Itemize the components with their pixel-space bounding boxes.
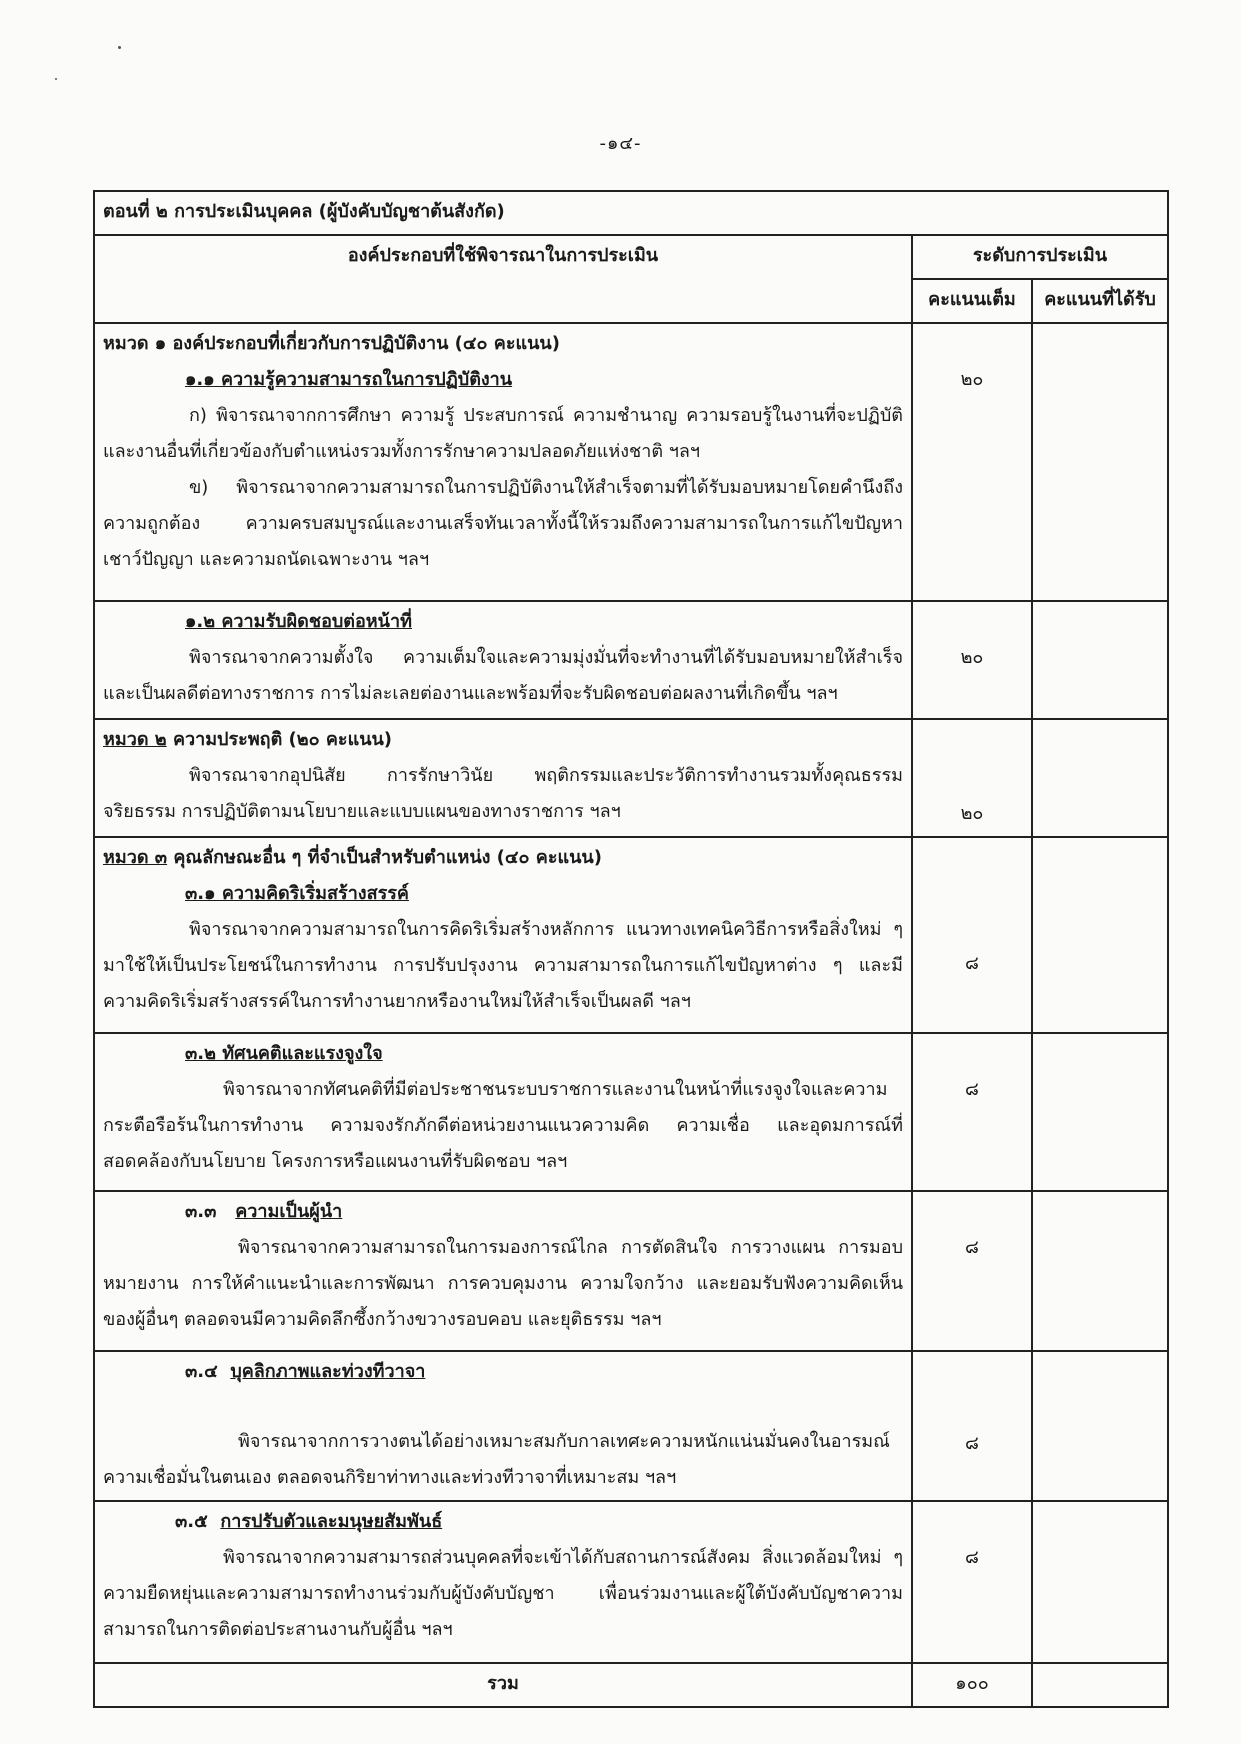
section-description: พิจารณาจากความสามารถในการคิดริเริ่มสร้างหลักการ แนวทางเทคนิควิธีการหรือสิ่งใหม่ ๆ มาใช้ให้เป็นประโยชน์ในการทำงาน การปรับปรุงงาน ความสามารถในการแก้ไขปัญหาต่าง ๆ และมีความคิดริเริ่มสร้างสรรค์ในการทำงานยากหรืองานใหม่ให้สำเร็จเป็นผลดี ฯลฯ — [103, 919, 903, 1012]
received-score-cell — [1032, 323, 1168, 601]
section-title: ๑.๑ ความรู้ความสามารถในการปฏิบัติงาน — [185, 369, 513, 390]
scan-speck — [118, 46, 121, 49]
section-name: บุคลิกภาพและท่วงทีวาจา — [230, 1361, 426, 1382]
full-score-value: ๘ — [965, 1237, 979, 1258]
full-score-value: ๒๐ — [960, 369, 984, 390]
section-name: การปรับตัวและมนุษยสัมพันธ์ — [220, 1511, 443, 1532]
received-score-cell — [1032, 837, 1168, 1033]
section-title — [103, 1354, 903, 1390]
criteria-cell — [94, 1191, 912, 1351]
section-description: พิจารณาจากทัศนคติที่มีต่อประชาชนระบบราชการและงานในหน้าที่แรงจูงใจและความกระตือรือร้นในการทำงาน ความจงรักภักดีต่อหน่วยงานแนวความคิด ความเชื่อ และอุดมการณ์ที่สอดคล้องกับนโยบาย โครงการหรือแผนงานที่รับผิดชอบ ฯลฯ — [103, 1079, 903, 1172]
blank-line — [103, 1390, 903, 1424]
received-score-cell — [1032, 1501, 1168, 1663]
section-description: พิจารณาจากความสามารถในการมองการณ์ไกล การตัดสินใจ การวางแผน การมอบหมายงาน การให้คำแนะนำและการพัฒนา การควบคุมงาน ความใจกว้าง และยอมรับฟังความคิดเห็นของผู้อื่นๆ ตลอดจนมีความคิดลึกซึ้งกว้างขวางรอบคอบ และยุติธรรม ฯลฯ — [103, 1237, 903, 1330]
section-description: พิจารณาจากอุปนิสัย การรักษาวินัย พฤติกรรมและประวัติการทำงานรวมทั้งคุณธรรมจริยธรรม การปฏิบัติตามนโยบายและแบบแผนของทางราชการ ฯลฯ — [103, 765, 903, 822]
criteria-cell — [94, 1351, 912, 1501]
total-received-cell — [1032, 1663, 1168, 1707]
received-score-cell — [1032, 601, 1168, 719]
section-title — [103, 1194, 903, 1230]
criteria-cell — [94, 719, 912, 837]
evaluation-table — [93, 190, 1169, 1708]
category-title: ความประพฤติ (๒๐ คะแนน) — [166, 729, 393, 750]
part-title: ตอนที่ ๒ การประเมินบุคคล (ผู้บังคับบัญชาต้นสังกัด) — [94, 191, 1168, 235]
page-number: -๑๔- — [599, 133, 642, 154]
total-label: รวม — [94, 1663, 912, 1707]
section-description: พิจารณาจากความสามารถส่วนบุคคลที่จะเข้าได้กับสถานการณ์สังคม สิ่งแวดล้อมใหม่ ๆ ความยืดหยุ่นและความสามารถทำงานร่วมกับผู้บังคับบัญชา เพื่อนร่วมงานและผู้ใต้บังคับบัญชาความสามารถในการติดต่อประสานงานกับผู้อื่น ฯลฯ — [103, 1547, 903, 1640]
table-row — [94, 601, 1168, 719]
level-header: ระดับการประเมิน — [912, 235, 1168, 279]
category-heading: หมวด ๑ องค์ประกอบที่เกี่ยวกับการปฏิบัติงาน (๔๐ คะแนน) — [103, 333, 560, 354]
received-score-cell — [1032, 1033, 1168, 1191]
category-title: คุณลักษณะอื่น ๆ ที่จำเป็นสำหรับตำแหน่ง (๔๐ คะแนน) — [167, 847, 602, 868]
section-description: พิจารณาจากการวางตนได้อย่างเหมาะสมกับกาลเทศะความหนักแน่นมั่นคงในอารมณ์ ความเชื่อมั่นในตนเอง ตลอดจนกิริยาท่าทางและท่วงทีวาจาที่เหมาะสม ฯลฯ — [103, 1431, 890, 1488]
received-score-cell — [1032, 1191, 1168, 1351]
total-score: ๑๐๐ — [912, 1663, 1032, 1707]
table-row — [94, 1033, 1168, 1191]
category-prefix: หมวด ๒ — [103, 729, 167, 750]
header-row — [94, 235, 1168, 279]
part-title-row — [94, 191, 1168, 235]
category-prefix: หมวด ๓ — [103, 847, 168, 868]
full-score-cell — [912, 323, 1032, 601]
full-score-cell — [912, 1033, 1032, 1191]
full-score-cell — [912, 837, 1032, 1033]
received-score-cell — [1032, 719, 1168, 837]
table-row — [94, 323, 1168, 601]
category-heading — [103, 840, 903, 876]
table-row — [94, 837, 1168, 1033]
section-description: พิจารณาจากความตั้งใจ ความเต็มใจและความมุ่งมั่นที่จะทำงานที่ได้รับมอบหมายให้สำเร็จและเป็นผลดีต่อทางราชการ การไม่ละเลยต่องานและพร้อมที่จะรับผิดชอบต่อผลงานที่เกิดขึ้น ฯลฯ — [103, 647, 903, 704]
section-title — [103, 1504, 903, 1540]
full-score-cell — [912, 601, 1032, 719]
full-score-value: ๒๐ — [960, 803, 984, 824]
criteria-cell — [94, 323, 912, 601]
section-number: ๓.๓ — [185, 1201, 217, 1222]
scan-speck — [55, 78, 57, 80]
criteria-cell — [94, 1033, 912, 1191]
criteria-cell — [94, 1501, 912, 1663]
section-name: ความเป็นผู้นำ — [235, 1201, 343, 1222]
received-score-header: คะแนนที่ได้รับ — [1032, 279, 1168, 323]
full-score-cell — [912, 1501, 1032, 1663]
section-title: ๓.๒ ทัศนคติและแรงจูงใจ — [185, 1043, 383, 1064]
table-row — [94, 719, 1168, 837]
section-number: ๓.๔ — [185, 1361, 218, 1382]
criteria-header: องค์ประกอบที่ใช้พิจารณาในการประเมิน — [94, 235, 912, 323]
received-score-cell — [1032, 1351, 1168, 1501]
criteria-cell — [94, 601, 912, 719]
section-title: ๓.๑ ความคิดริเริ่มสร้างสรรค์ — [185, 883, 409, 904]
section-description: ก) พิจารณาจากการศึกษา ความรู้ ประสบการณ์ ความชำนาญ ความรอบรู้ในงานที่จะปฏิบัติและงานอื่นที่เกี่ยวข้องกับตำแหน่งรวมทั้งการรักษาความปลอดภัยแห่งชาติ ฯลฯ — [103, 405, 903, 462]
full-score-value: ๘ — [965, 1433, 979, 1454]
full-score-header: คะแนนเต็ม — [912, 279, 1032, 323]
section-description: ข) พิจารณาจากความสามารถในการปฏิบัติงานให้สำเร็จตามที่ได้รับมอบหมายโดยคำนึงถึงความถูกต้อง ความครบสมบูรณ์และงานเสร็จทันเวลาทั้งนี้ให้รวมถึงความสามารถในการแก้ไขปัญหา เชาว์ปัญญา และความถนัดเฉพาะงาน ฯลฯ — [103, 477, 903, 570]
full-score-cell — [912, 719, 1032, 837]
criteria-cell — [94, 837, 912, 1033]
total-row — [94, 1663, 1168, 1707]
full-score-value: ๒๐ — [960, 647, 984, 668]
full-score-cell — [912, 1351, 1032, 1501]
section-title: ๑.๒ ความรับผิดชอบต่อหน้าที่ — [185, 611, 412, 632]
table-row — [94, 1351, 1168, 1501]
table-row — [94, 1191, 1168, 1351]
section-number: ๓.๕ — [175, 1511, 208, 1532]
table-row — [94, 1501, 1168, 1663]
full-score-value: ๘ — [965, 953, 979, 974]
full-score-value: ๘ — [965, 1079, 979, 1100]
full-score-value: ๘ — [965, 1547, 979, 1568]
category-heading — [103, 722, 903, 758]
full-score-cell — [912, 1191, 1032, 1351]
